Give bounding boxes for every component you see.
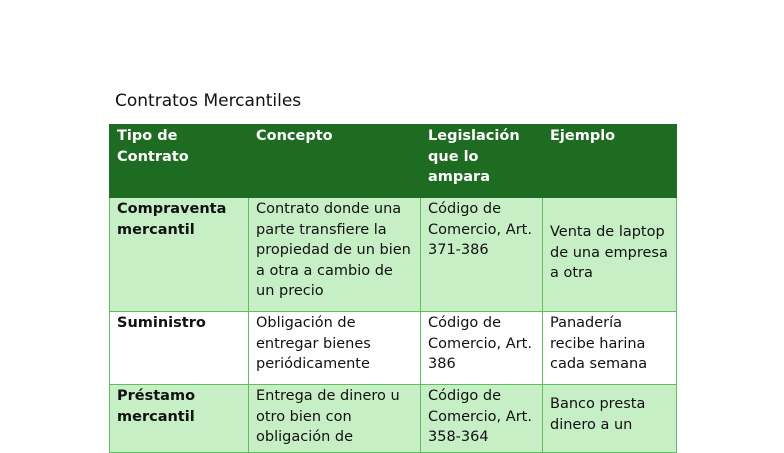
header-tipo: Tipo de Contrato [110, 125, 249, 198]
cell-concepto: Contrato donde una parte transfiere la propiedad de un bien a otra a cambio de un precio [249, 198, 421, 312]
header-concepto: Concepto [249, 125, 421, 198]
cell-ejemplo: Banco presta dinero a un [543, 385, 677, 453]
table-row [110, 385, 677, 453]
table-row [110, 198, 677, 312]
header-ejemplo: Ejemplo [543, 125, 677, 198]
cell-ejemplo: Panadería recibe harina cada semana [543, 312, 677, 385]
cell-tipo: Suministro [110, 312, 249, 385]
cell-concepto: Entrega de dinero u otro bien con obligación de [249, 385, 421, 453]
cell-legislacion: Código de Comercio, Art. 371-386 [421, 198, 543, 312]
cell-tipo: Préstamo mercantil [110, 385, 249, 453]
header-legislacion: Legislación que lo ampara [421, 125, 543, 198]
cell-ejemplo: Venta de laptop de una empresa a otra [543, 198, 677, 312]
cell-legislacion: Código de Comercio, Art. 386 [421, 312, 543, 385]
cell-tipo: Compraventa mercantil [110, 198, 249, 312]
cell-concepto: Obligación de entregar bienes periódicamente [249, 312, 421, 385]
contracts-table [109, 124, 677, 453]
cell-legislacion: Código de Comercio, Art. 358-364 [421, 385, 543, 453]
table-row [110, 312, 677, 385]
document-title: Contratos Mercantiles [115, 91, 302, 111]
table-header-row [110, 125, 677, 198]
